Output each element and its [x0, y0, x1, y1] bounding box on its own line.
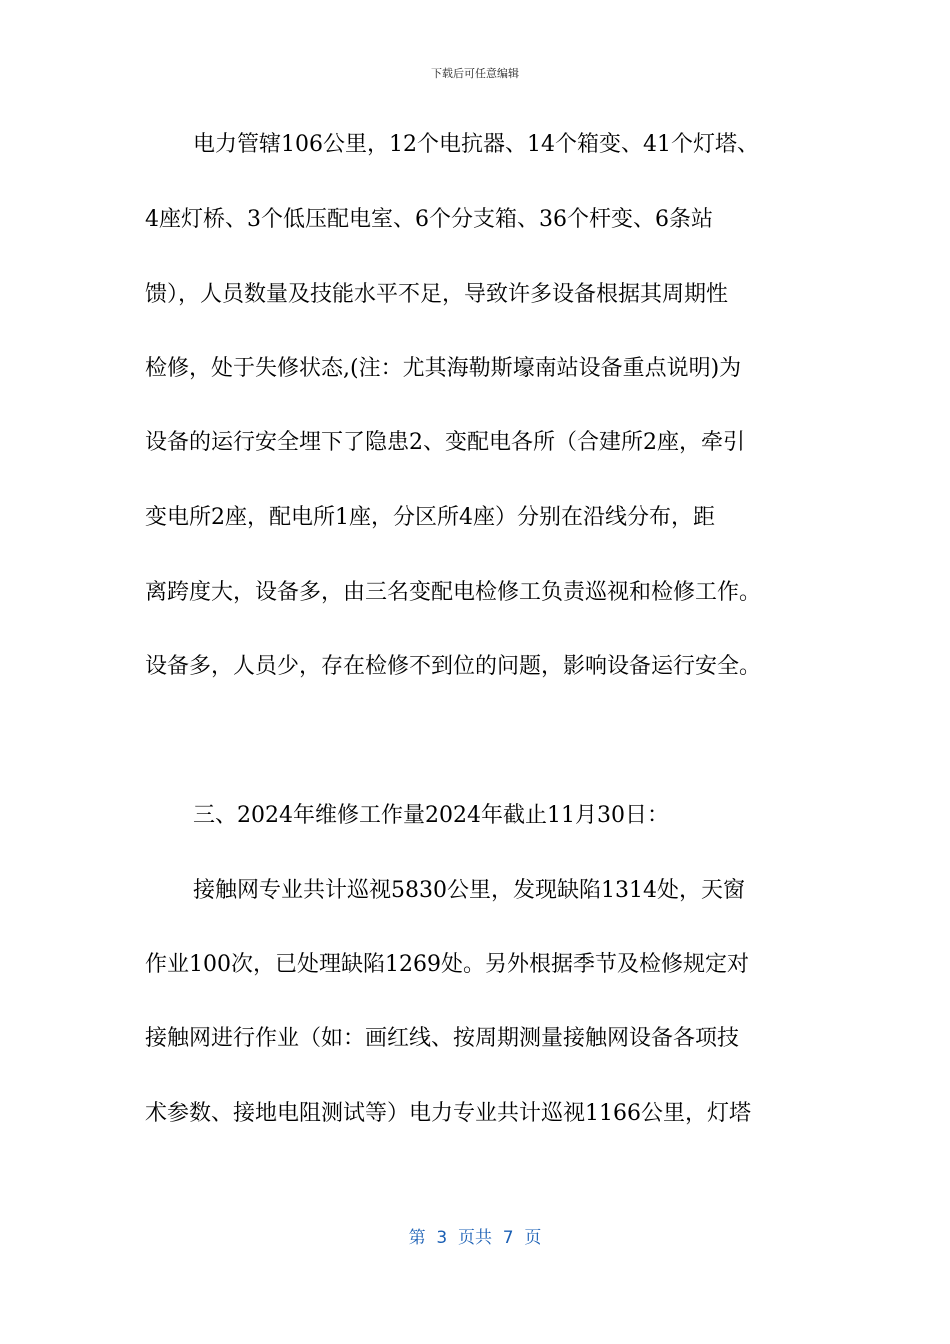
text-line: 接触网进行作业（如：画红线、按周期测量接触网设备各项技 [145, 1026, 740, 1051]
text-line: 4座灯桥、3个低压配电室、6个分支箱、36个杆变、6条站 [145, 207, 713, 232]
text-line: 接触网专业共计巡视5830公里，发现缺陷1314处，天窗 [193, 878, 745, 903]
text-line: 电力管辖106公里，12个电抗器、14个箱变、41个灯塔、 [193, 132, 759, 157]
text-line: 设备的运行安全埋下了隐患2、变配电各所（合建所2座，牵引 [145, 430, 745, 455]
section-heading: 三、2024年维修工作量2024年截止11月30日： [193, 803, 669, 828]
text-line: 作业100次，已处理缺陷1269处。另外根据季节及检修规定对 [145, 952, 749, 977]
text-line: 术参数、接地电阻测试等）电力专业共计巡视1166公里，灯塔 [145, 1101, 751, 1126]
page-number-footer: 第 3 页共 7 页 [408, 1228, 542, 1248]
text-line: 离跨度大，设备多，由三名变配电检修工负责巡视和检修工作。 [145, 580, 762, 605]
text-line: 检修，处于失修状态,(注：尤其海勒斯壕南站设备重点说明)为 [145, 356, 742, 381]
page-header: 下载后可任意编辑 [431, 67, 519, 80]
text-line: 变电所2座，配电所1座，分区所4座）分别在沿线分布，距 [145, 505, 715, 530]
text-line: 设备多，人员少，存在检修不到位的问题，影响设备运行安全。 [145, 654, 762, 679]
text-line: 馈），人员数量及技能水平不足，导致许多设备根据其周期性 [145, 282, 729, 307]
